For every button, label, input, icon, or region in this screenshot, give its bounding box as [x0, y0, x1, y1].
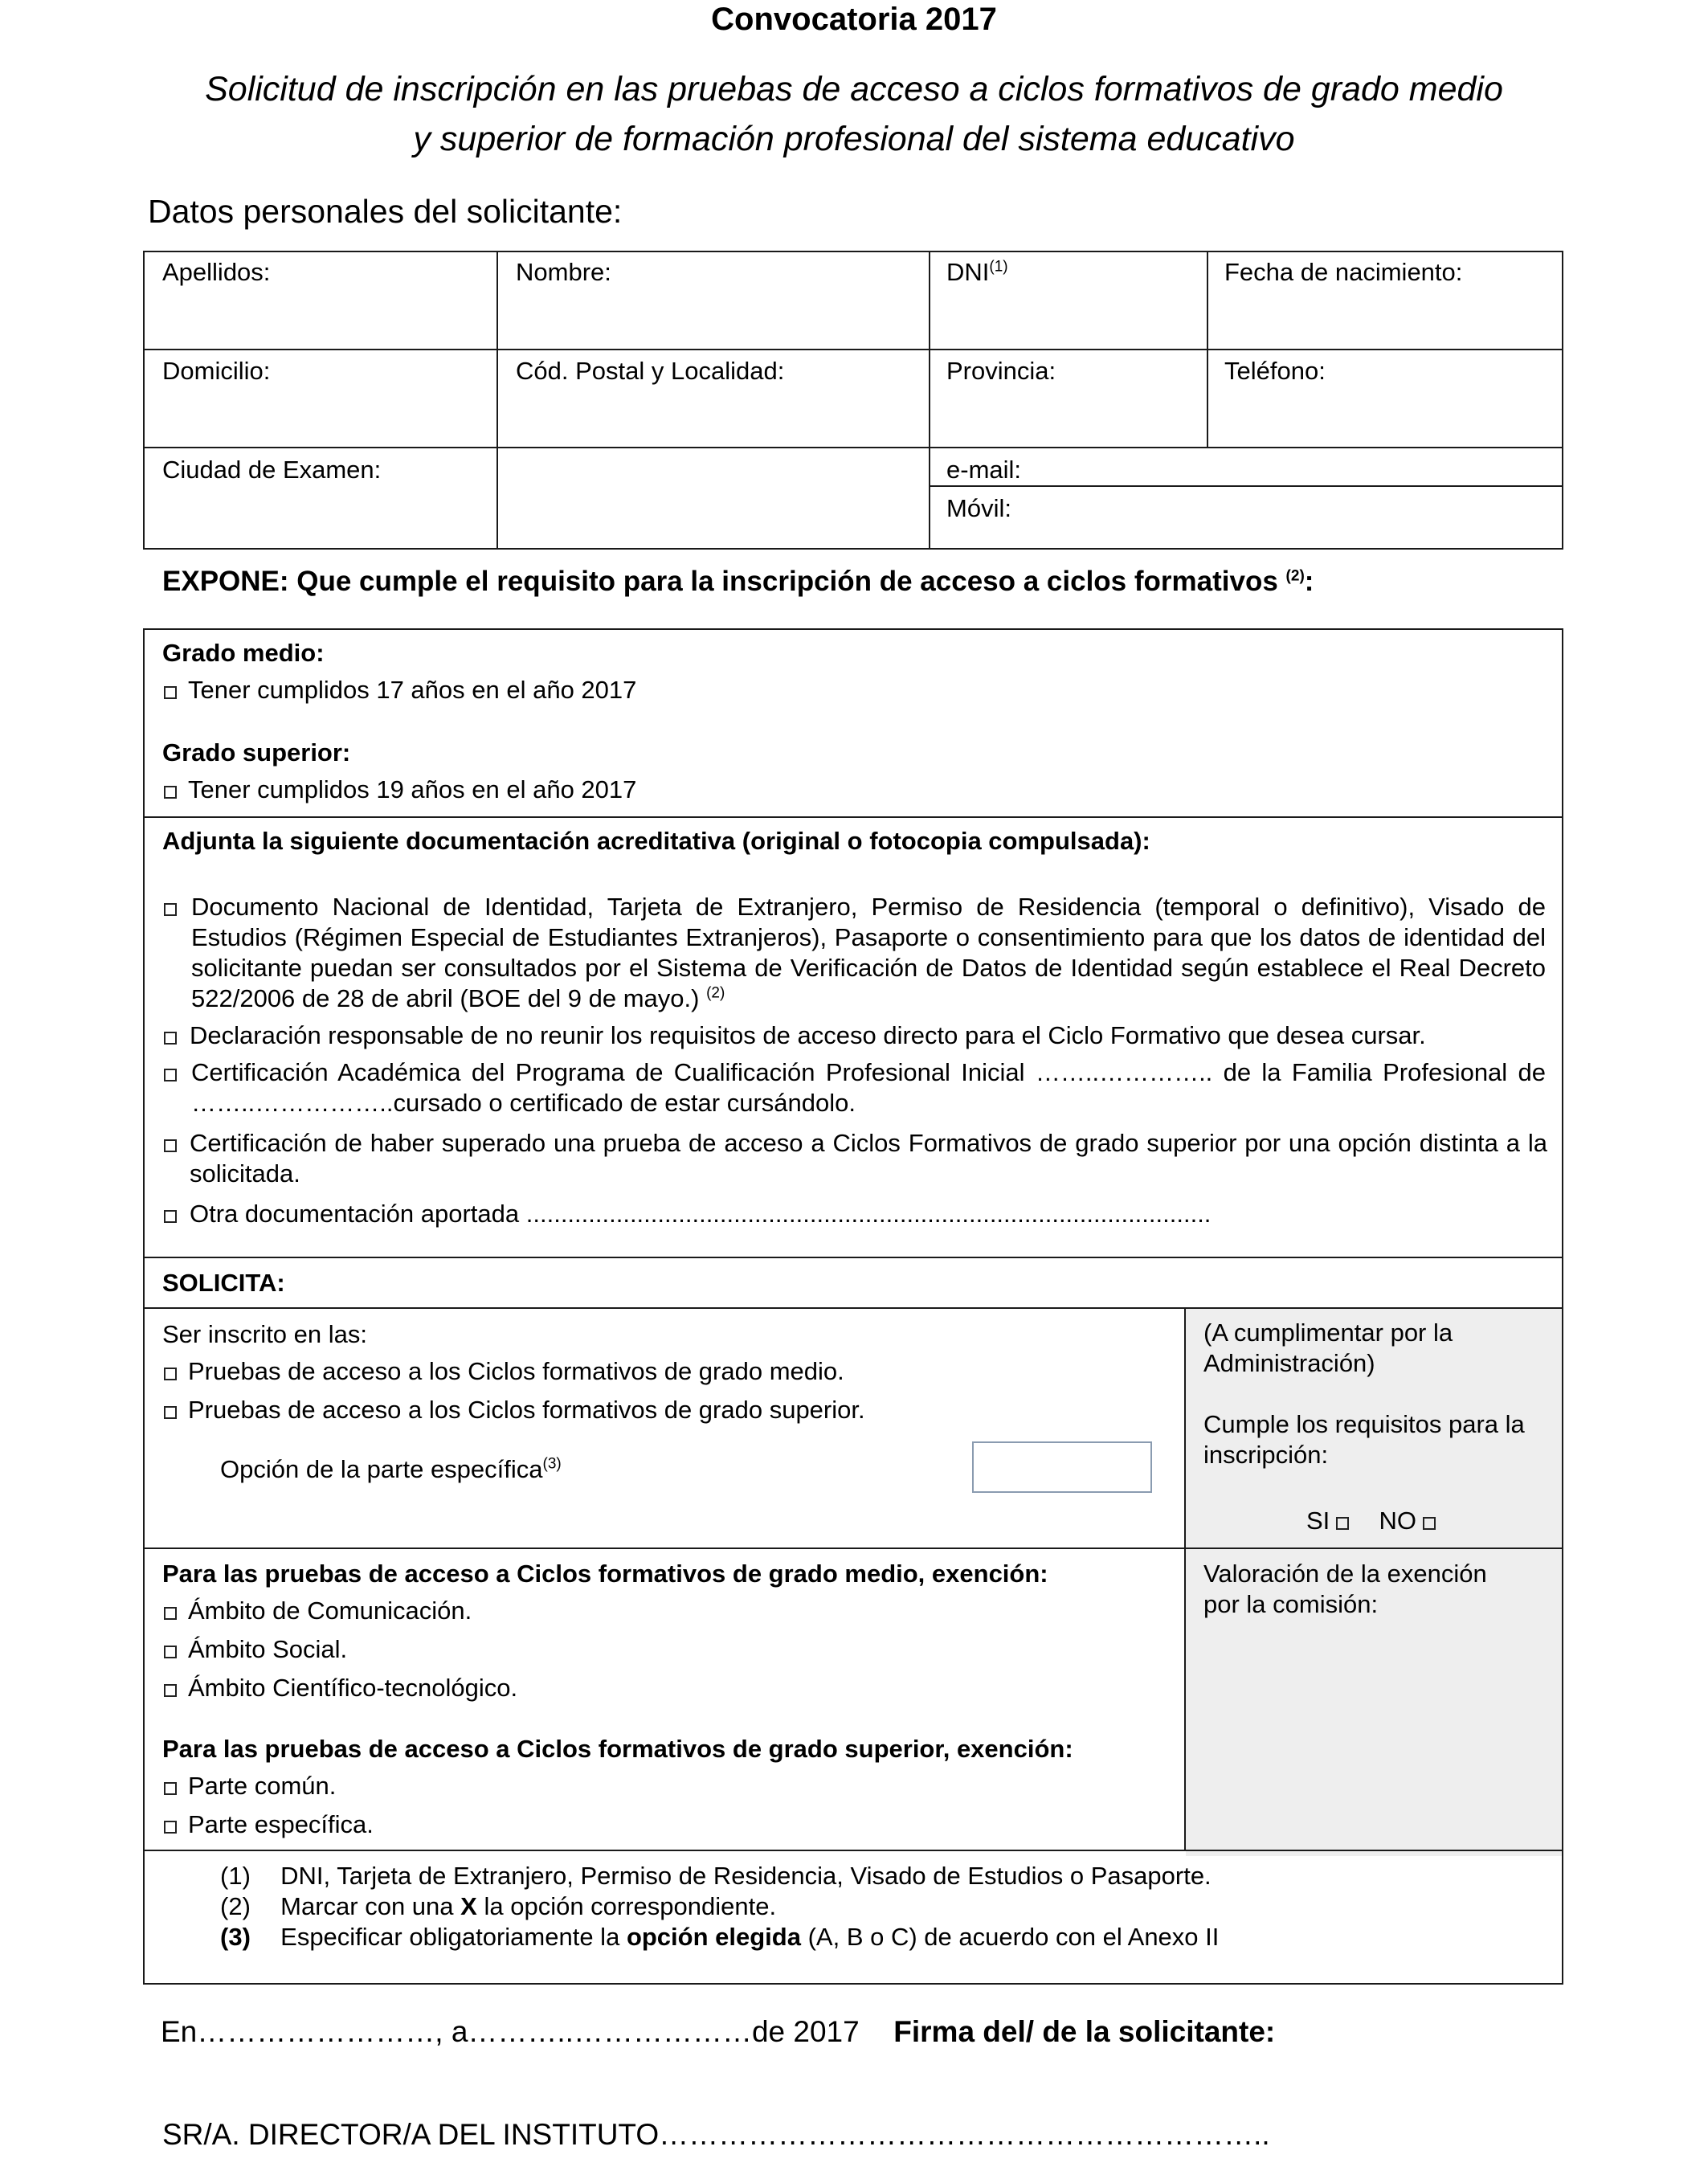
expone-colon: : [1304, 566, 1314, 597]
option-grado-medio-label: Pruebas de acceso a los Ciclos formativos de grado medio. [188, 1357, 844, 1385]
checkbox-icon[interactable] [164, 1406, 177, 1419]
place-date-line[interactable] [161, 2015, 1275, 2049]
place-date-text: En……………………, a………..………………de 2017 [161, 2015, 860, 2048]
personal-data-table [143, 251, 1563, 550]
footnote-3-text-c: (A, B o C) de acuerdo con el Anexo II [807, 1923, 1220, 1951]
signature-label: Firma del/ de la solicitante: [893, 2015, 1276, 2048]
row-divider [143, 1548, 1563, 1549]
exemption-parte-comun[interactable] [164, 1771, 336, 1801]
domicilio-field[interactable]: Domicilio: [162, 357, 271, 385]
grado-medio-heading: Grado medio: [162, 639, 325, 667]
apellidos-field[interactable]: Apellidos: [162, 258, 271, 286]
no-checkbox[interactable] [1423, 1517, 1436, 1530]
exemption-cientifico[interactable] [164, 1673, 517, 1703]
form-title: Convocatoria 2017 [711, 2, 997, 37]
row-divider [143, 1257, 1563, 1258]
checkbox-icon[interactable] [164, 1782, 177, 1795]
checkbox-icon[interactable] [164, 1032, 177, 1045]
exemption-social-label: Ámbito Social. [188, 1635, 348, 1663]
admin-note-line-1: (A cumplimentar por la [1203, 1319, 1453, 1347]
admin-note [1203, 1318, 1453, 1379]
movil-field[interactable]: Móvil: [946, 494, 1011, 522]
telefono-field[interactable]: Teléfono: [1224, 357, 1326, 385]
footnote-2-number: (2) [220, 1892, 251, 1920]
specific-option-text: Opción de la parte específica [220, 1455, 543, 1483]
grado-superior-option-label: Tener cumplidos 19 años en el año 2017 [188, 775, 637, 803]
exemption-parte-comun-label: Parte común. [188, 1772, 337, 1800]
doc-item-certification-pcpi: Certificación Académica del Programa de Cualificación Profesional Inicial ……..………….. de la Familia Profesional de ……..……………..cursado o certificado de estar cursándolo. [191, 1058, 1546, 1117]
checkbox-icon[interactable] [164, 786, 177, 799]
expone-statement [162, 566, 1314, 598]
doc-item-declaration: Declaración responsable de no reunir los requisitos de acceso directo para el Ciclo Formativo que desea cursar. [190, 1021, 1426, 1049]
checkbox-icon[interactable] [164, 686, 177, 699]
doc-item-certification-prueba: Certificación de haber superado una prueba de acceso a Ciclos Formativos de grado superior por una opción distinta a la solicitada. [190, 1129, 1547, 1188]
director-line[interactable]: SR/A. DIRECTOR/A DEL INSTITUTO…………………………………………………….. [162, 2118, 1270, 2151]
checkbox-icon[interactable] [164, 1210, 177, 1223]
footnote-3-text-b: opción elegida [626, 1923, 801, 1951]
subtitle-line-2: y superior de formación profesional del sistema educativo [413, 120, 1295, 158]
si-label: SI [1306, 1507, 1330, 1535]
col-divider [1207, 251, 1208, 448]
exam-city-field[interactable]: Ciudad de Examen: [162, 456, 382, 484]
col-divider [929, 251, 930, 550]
checkbox-icon[interactable] [164, 1139, 177, 1152]
row-divider [143, 1307, 1563, 1309]
si-checkbox[interactable] [1336, 1517, 1349, 1530]
exemption-comunicacion[interactable] [164, 1596, 472, 1626]
col-divider [1184, 1307, 1186, 1850]
grado-superior-heading: Grado superior: [162, 738, 351, 767]
admin-requirements-line-1: Cumple los requisitos para la [1203, 1410, 1525, 1438]
footnote-1-number: (1) [220, 1862, 251, 1890]
option-grado-medio[interactable] [164, 1356, 844, 1387]
valoracion-line-1: Valoración de la exención [1203, 1560, 1487, 1588]
subtitle-line-1: Solicitud de inscripción en las pruebas de acceso a ciclos formativos de grado medio [205, 70, 1503, 108]
documentation-heading: Adjunta la siguiente documentación acreditativa (original o fotocopia compulsada): [162, 827, 1150, 855]
exemption-parte-especifica[interactable] [164, 1809, 374, 1840]
valoracion-line-2: por la comisión: [1203, 1590, 1379, 1618]
doc-item-identity-label: Documento Nacional de Identidad, Tarjeta de Extranjero, Permiso de Residencia (temporal o definitivo), Visado de Estudios (Régimen Especial de Estudiantes Extranjeros), Pasaporte o consentimiento para que los datos de identidad del solicitante puedan ser consultados por el Sistema de Verificación de Datos de Identidad según establece el Real Decreto 522/2006 de 28 de abril (BOE del 9 de mayo.) [191, 893, 1546, 1012]
provincia-field[interactable]: Provincia: [946, 357, 1056, 385]
exemption-comunicacion-label: Ámbito de Comunicación. [188, 1597, 472, 1625]
footnote-2-text-b: X [460, 1892, 477, 1920]
no-label: NO [1379, 1507, 1417, 1535]
exemption-parte-especifica-label: Parte específica. [188, 1810, 374, 1838]
solicita-heading: SOLICITA: [162, 1269, 285, 1297]
checkbox-icon[interactable] [164, 1607, 177, 1620]
option-grado-superior-label: Pruebas de acceso a los Ciclos formativos de grado superior. [188, 1396, 865, 1424]
dni-note: (1) [989, 258, 1008, 276]
row-divider [143, 1850, 1563, 1851]
checkbox-icon[interactable] [164, 1821, 177, 1834]
footnote-1-text: DNI, Tarjeta de Extranjero, Permiso de Residencia, Visado de Estudios o Pasaporte. [280, 1862, 1212, 1890]
solicita-intro: Ser inscrito en las: [162, 1320, 367, 1348]
row-divider [143, 816, 1563, 818]
checkbox-icon[interactable] [164, 1684, 177, 1697]
specific-option-label [220, 1454, 562, 1485]
nombre-field[interactable]: Nombre: [516, 258, 611, 286]
postal-code-field[interactable]: Cód. Postal y Localidad: [516, 357, 785, 385]
doc-item-identity [191, 892, 1546, 1014]
grado-medio-option-label: Tener cumplidos 17 años en el año 2017 [188, 676, 637, 704]
footnote-3-number: (3) [220, 1923, 251, 1951]
dni-label: DNI [946, 258, 990, 286]
birthdate-field[interactable]: Fecha de nacimiento: [1224, 258, 1463, 286]
specific-option-input[interactable] [972, 1441, 1152, 1493]
doc-item-identity-note: (2) [706, 984, 725, 1002]
footnote-3-text-a: Especificar obligatoriamente la [280, 1923, 620, 1951]
exemption-superior-heading: Para las pruebas de acceso a Ciclos formativos de grado superior, exención: [162, 1735, 1073, 1763]
checkbox-icon[interactable] [164, 1069, 177, 1081]
col-divider [496, 251, 498, 550]
footnote-1 [220, 1861, 1212, 1891]
expone-text: EXPONE: Que cumple el requisito para la inscripción de acceso a ciclos formativos [162, 566, 1278, 597]
grado-medio-option[interactable] [164, 675, 636, 705]
row-divider [143, 447, 1563, 448]
checkbox-icon[interactable] [164, 1368, 177, 1380]
admin-si-no [1306, 1506, 1436, 1536]
exemption-social[interactable] [164, 1634, 347, 1665]
checkbox-icon[interactable] [164, 1646, 177, 1658]
footnote-2-text-c: la opción correspondiente. [484, 1892, 777, 1920]
expone-note: (2) [1285, 567, 1305, 585]
option-grado-superior[interactable] [164, 1395, 865, 1425]
admin-note-line-2: Administración) [1203, 1349, 1375, 1377]
exemption-cientifico-label: Ámbito Científico-tecnológico. [188, 1674, 518, 1702]
row-divider [143, 349, 1563, 350]
exemption-medio-heading: Para las pruebas de acceso a Ciclos formativos de grado medio, exención: [162, 1560, 1048, 1588]
specific-option-note: (3) [542, 1455, 562, 1473]
personal-data-heading: Datos personales del solicitante: [148, 193, 623, 230]
dni-field[interactable] [946, 257, 1008, 288]
admin-requirements-text [1203, 1409, 1525, 1470]
doc-item-other[interactable]: Otra documentación aportada ................................................................................................... [190, 1200, 1212, 1228]
checkbox-icon[interactable] [164, 903, 177, 916]
admin-requirements-line-2: inscripción: [1203, 1441, 1329, 1469]
admin-valoracion [1203, 1559, 1487, 1620]
footnote-2-text-a: Marcar con una [280, 1892, 454, 1920]
footnote-2 [220, 1891, 776, 1922]
footnote-3 [220, 1922, 1219, 1952]
grado-superior-option[interactable] [164, 775, 636, 805]
email-field[interactable]: e-mail: [946, 456, 1022, 484]
row-divider [929, 485, 1563, 487]
form-subtitle [0, 64, 1708, 164]
